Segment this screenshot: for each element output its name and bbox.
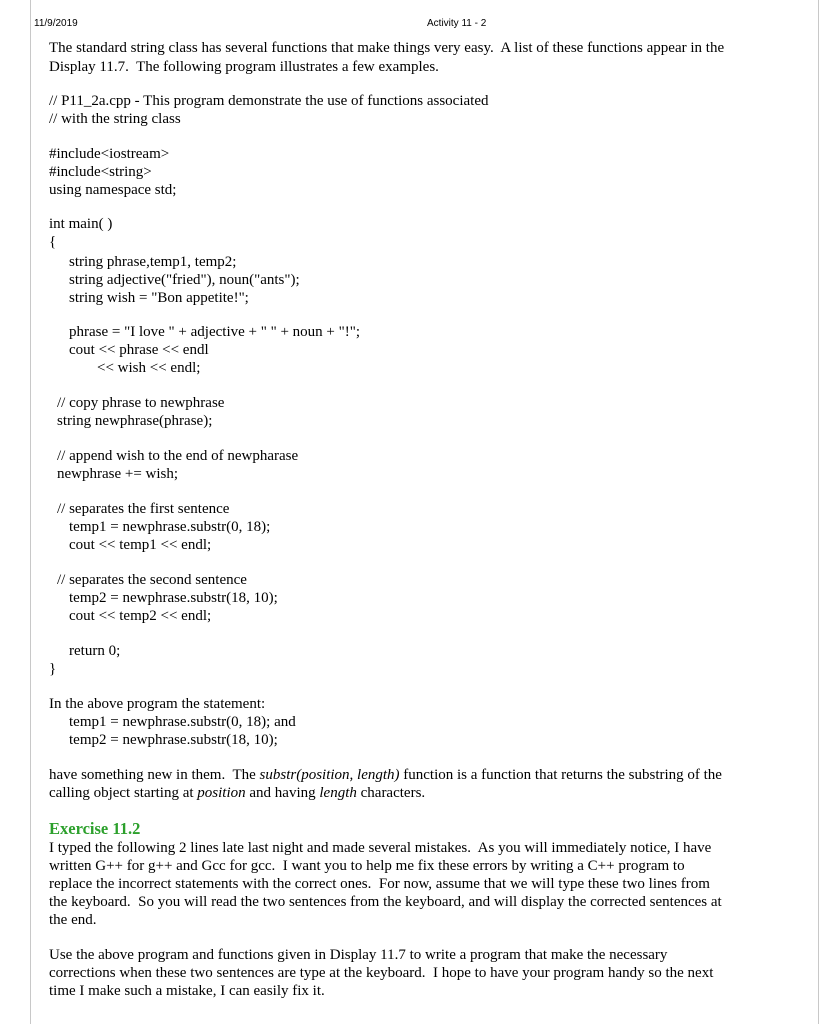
code-cout-temp1: cout << temp1 << endl;	[69, 537, 212, 553]
position-term: position	[197, 785, 246, 801]
header-date: 11/9/2019	[34, 18, 78, 29]
intro-line-1: The standard string class has several functions that make things very easy. A list of these functions appear in the	[49, 40, 725, 56]
code-return: return 0;	[69, 643, 121, 659]
code-main: int main( )	[49, 216, 113, 232]
code-newphrase-decl: string newphrase(phrase);	[57, 413, 213, 429]
code-decl-1: string phrase,temp1, temp2;	[69, 254, 237, 270]
code-include-1: #include<iostream>	[49, 146, 170, 162]
explanation-para-line-1	[49, 767, 722, 784]
exercise-para1-line-3: replace the incorrect statements with the correct ones. For now, assume that we will type these two lines from	[49, 876, 710, 892]
length-term: length	[319, 785, 357, 801]
explanation-para-line-2	[49, 785, 425, 802]
code-temp1-assign: temp1 = newphrase.substr(0, 18);	[69, 519, 271, 535]
intro-line-2: Display 11.7. The following program illustrates a few examples.	[49, 59, 439, 75]
code-open-brace: {	[49, 234, 57, 250]
explanation-text-1-end: function is a function that returns the substring of the	[399, 767, 722, 783]
code-decl-2: string adjective("fried"), noun("ants");	[69, 272, 300, 288]
exercise-para1-line-1: I typed the following 2 lines late last night and made several mistakes. As you will immediately notice, I have	[49, 840, 712, 856]
explanation-lead: In the above program the statement:	[49, 696, 266, 712]
exercise-title: Exercise 11.2	[49, 819, 141, 838]
code-comment-first: // separates the first sentence	[57, 501, 230, 517]
code-comment-append: // append wish to the end of newpharase	[57, 448, 299, 464]
exercise-para2-line-3: time I make such a mistake, I can easily fix it.	[49, 983, 325, 999]
exercise-para1-line-4: the keyboard. So you will read the two sentences from the keyboard, and will display the corrected sentences at	[49, 894, 722, 910]
code-include-2: #include<string>	[49, 164, 152, 180]
code-cout-1b: << wish << endl;	[97, 360, 201, 376]
code-comment-2: // with the string class	[49, 111, 181, 127]
explanation-stmt-1: temp1 = newphrase.substr(0, 18); and	[69, 714, 296, 730]
explanation-stmt-2: temp2 = newphrase.substr(18, 10);	[69, 732, 278, 748]
explanation-text-2-end: characters.	[356, 785, 426, 801]
explanation-text-1: have something new in them. The	[49, 767, 260, 783]
exercise-para1-line-2: written G++ for g++ and Gcc for gcc. I want you to help me fix these errors by writing a C++ program to	[49, 858, 685, 874]
code-assign-phrase: phrase = "I love " + adjective + " " + noun + "!";	[69, 324, 361, 340]
header-title: Activity 11 - 2	[427, 18, 487, 29]
code-cout-1: cout << phrase << endl	[69, 342, 209, 358]
exercise-para2-line-1: Use the above program and functions given in Display 11.7 to write a program that make the necessary	[49, 947, 668, 963]
code-using: using namespace std;	[49, 182, 177, 198]
explanation-text-2-mid: and having	[245, 785, 320, 801]
code-comment-copy: // copy phrase to newphrase	[57, 395, 225, 411]
code-decl-3: string wish = "Bon appetite!";	[69, 290, 249, 306]
code-comment-second: // separates the second sentence	[57, 572, 247, 588]
substr-signature: substr(position, length)	[259, 767, 400, 783]
exercise-para2-line-2: corrections when these two sentences are type at the keyboard. I hope to have your program handy so the next	[49, 965, 714, 981]
code-comment-1: // P11_2a.cpp - This program demonstrate the use of functions associated	[49, 93, 489, 109]
explanation-text-2: calling object starting at	[49, 785, 198, 801]
exercise-para1-line-5: the end.	[49, 912, 97, 928]
code-append: newphrase += wish;	[57, 466, 179, 482]
code-close-brace: }	[49, 661, 57, 677]
code-cout-temp2: cout << temp2 << endl;	[69, 608, 212, 624]
code-temp2-assign: temp2 = newphrase.substr(18, 10);	[69, 590, 278, 606]
